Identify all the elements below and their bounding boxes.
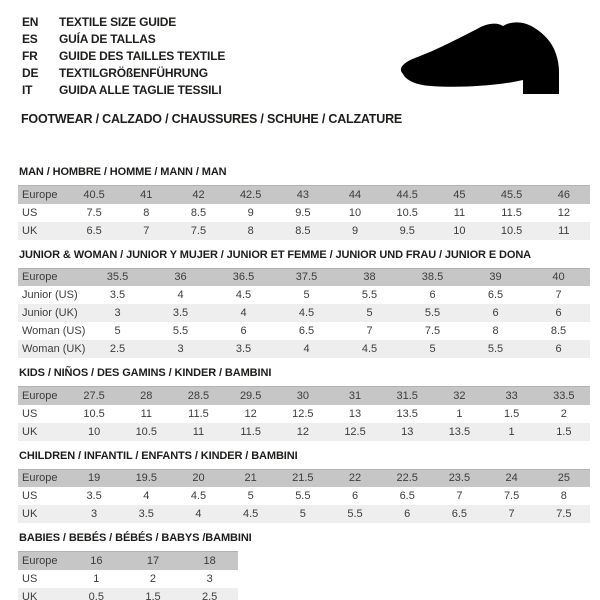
size-cell: 5.5 (295, 490, 311, 502)
size-cell: 10 (87, 425, 101, 438)
row-label: Europe (22, 472, 58, 485)
size-tables (18, 166, 590, 600)
size-cell: 4.5 (243, 508, 259, 520)
size-cell: 38 (363, 271, 376, 284)
language-list (22, 14, 225, 99)
size-cell: 3 (114, 307, 121, 319)
size-cell: 5.5 (361, 289, 378, 301)
size-cell: 1.5 (145, 590, 161, 600)
size-cell: 13.5 (396, 407, 418, 420)
size-cell: 24 (505, 472, 518, 485)
size-cell: 4 (177, 289, 184, 301)
size-cell: 23.5 (448, 472, 471, 485)
size-cell: 8.5 (295, 224, 311, 237)
size-cell: 13.5 (448, 425, 471, 438)
size-cell: 20 (192, 472, 205, 485)
size-cell: 39 (489, 271, 502, 284)
size-cell: 31 (348, 389, 362, 402)
size-cell: 6 (240, 325, 247, 337)
size-cell: 4 (303, 343, 310, 355)
size-cell: 9 (247, 206, 254, 219)
size-cell: 0.5 (88, 590, 104, 600)
size-cell: 3.5 (86, 490, 102, 502)
row-label: Junior (US) (22, 289, 78, 301)
row-label: UK (22, 508, 38, 520)
size-section (18, 249, 590, 359)
size-cell: 30 (296, 389, 309, 402)
size-cell: 41 (140, 188, 153, 201)
footwear-title: FOOTWEAR / CALZADO / CHAUSSURES / SCHUHE / CALZATURE (21, 112, 403, 126)
size-cell: 40.5 (83, 188, 105, 201)
language-code: ES (22, 32, 38, 46)
size-cell: 1.5 (503, 407, 520, 420)
size-cell: 11 (192, 425, 205, 438)
size-cell: 19.5 (135, 472, 157, 485)
language-code: IT (22, 83, 33, 97)
size-cell: 12 (557, 206, 570, 219)
size-cell: 10.5 (83, 407, 105, 420)
row-label: US (22, 206, 38, 219)
size-cell: 3.5 (138, 508, 154, 520)
size-cell: 6.5 (86, 224, 102, 237)
size-cell: 1 (508, 425, 515, 438)
size-cell: 10 (453, 224, 466, 237)
row-label: UK (22, 425, 38, 438)
row-label: UK (22, 590, 38, 600)
table-header-row (18, 268, 590, 286)
size-cell: 5 (247, 490, 254, 502)
table-row (18, 322, 590, 340)
language-row (22, 14, 225, 31)
size-cell: 4 (195, 508, 202, 520)
shoe-silhouette-icon (393, 18, 585, 102)
size-cell: 11 (558, 224, 570, 237)
table-row (18, 505, 590, 523)
size-cell: 4.5 (235, 289, 252, 301)
size-cell: 27.5 (83, 389, 105, 402)
size-cell: 8.5 (550, 325, 567, 337)
size-cell: 4.5 (298, 307, 315, 319)
size-cell: 10.5 (500, 224, 523, 237)
size-cell: 5 (303, 289, 310, 301)
row-label: Europe (22, 389, 58, 402)
size-cell: 10.5 (396, 206, 418, 219)
language-label: GUIDA ALLE TAGLIE TESSILI (59, 83, 222, 97)
size-cell: 4.5 (190, 490, 207, 502)
size-cell: 6.5 (487, 289, 504, 301)
size-cell: 1 (93, 572, 100, 585)
size-table (18, 268, 590, 359)
size-cell: 6.5 (298, 325, 315, 337)
size-cell: 5 (429, 343, 436, 355)
table-row (18, 304, 590, 322)
language-label: GUIDE DES TAILLES TEXTILE (59, 49, 226, 63)
size-cell: 4 (240, 307, 247, 319)
size-section (18, 532, 590, 600)
table-header-row (18, 552, 238, 570)
size-cell: 3.5 (109, 289, 126, 301)
language-row (22, 65, 225, 82)
size-cell: 5 (114, 325, 121, 337)
size-cell: 8 (247, 224, 254, 237)
table-row (18, 588, 238, 600)
size-cell: 7 (508, 508, 515, 520)
size-cell: 13 (348, 407, 362, 420)
size-cell: 16 (90, 554, 103, 567)
size-cell: 1 (456, 407, 463, 420)
size-cell: 17 (146, 554, 160, 567)
size-cell: 7.5 (503, 490, 520, 502)
size-cell: 6 (404, 508, 411, 520)
language-code: EN (22, 15, 39, 29)
row-label: Junior (UK) (22, 307, 78, 319)
size-cell: 1.5 (556, 425, 572, 438)
size-cell: 8.5 (190, 206, 207, 219)
size-cell: 6.5 (451, 508, 468, 520)
table-row (18, 405, 590, 423)
size-cell: 7.5 (86, 206, 102, 219)
size-cell: 42.5 (239, 188, 262, 201)
size-cell: 8 (492, 325, 499, 337)
size-cell: 7.5 (424, 325, 441, 337)
size-cell: 5 (366, 307, 373, 319)
size-cell: 3 (91, 508, 98, 520)
size-cell: 19 (87, 472, 101, 485)
row-label: US (22, 572, 38, 585)
size-cell: 35.5 (106, 271, 129, 284)
size-cell: 42 (192, 188, 205, 201)
size-cell: 7 (366, 325, 373, 337)
size-cell: 11 (140, 407, 152, 420)
row-label: Woman (UK) (22, 343, 86, 355)
language-row (22, 48, 225, 65)
table-row (18, 487, 590, 505)
size-cell: 7.5 (556, 508, 572, 520)
size-cell: 3.5 (235, 343, 252, 355)
row-label: Europe (22, 554, 58, 567)
size-cell: 7 (143, 224, 150, 237)
size-cell: 11.5 (188, 407, 209, 420)
size-cell: 22.5 (396, 472, 418, 485)
size-cell: 5 (299, 508, 306, 520)
size-cell: 6 (555, 307, 562, 319)
language-code: FR (22, 49, 38, 63)
size-cell: 37.5 (295, 271, 318, 284)
language-row (22, 82, 225, 99)
size-cell: 12.5 (292, 407, 314, 420)
table-title: KIDS / NIÑOS / DES GAMINS / KINDER / BAMBINI (19, 367, 272, 379)
size-cell: 3.5 (172, 307, 189, 319)
size-cell: 9 (351, 224, 359, 237)
size-cell: 2 (149, 572, 157, 585)
language-label: GUÍA DE TALLAS (59, 32, 156, 46)
row-label: Woman (US) (22, 325, 86, 337)
size-cell: 8 (143, 206, 150, 219)
size-cell: 38.5 (421, 271, 444, 284)
size-cell: 21 (244, 472, 257, 485)
size-cell: 12 (296, 425, 309, 438)
size-cell: 31.5 (396, 389, 418, 402)
size-cell: 21.5 (292, 472, 314, 485)
size-cell: 9.5 (399, 224, 415, 237)
table-row (18, 286, 590, 304)
size-cell: 11.5 (240, 425, 261, 438)
size-cell: 44 (348, 188, 362, 201)
size-cell: 36 (174, 271, 187, 284)
size-cell: 4.5 (361, 343, 378, 355)
size-cell: 28 (140, 389, 153, 402)
language-code: DE (22, 66, 39, 80)
size-table (18, 551, 238, 600)
size-cell: 8 (560, 490, 567, 502)
table-header-row (18, 186, 590, 204)
size-cell: 10.5 (135, 425, 157, 438)
size-cell: 9.5 (295, 206, 311, 219)
table-header-row (18, 469, 590, 487)
size-cell: 7.5 (190, 224, 207, 237)
size-cell: 45.5 (500, 188, 523, 201)
size-cell: 33.5 (553, 389, 575, 402)
size-cell: 5.5 (424, 307, 441, 319)
size-cell: 40 (552, 271, 565, 284)
size-cell: 22 (348, 472, 362, 485)
size-table (18, 386, 590, 441)
size-cell: 6 (429, 289, 436, 301)
size-section (18, 166, 590, 240)
table-row (18, 423, 590, 441)
size-cell: 25 (557, 472, 570, 485)
size-cell: 4 (143, 490, 150, 502)
table-title: MAN / HOMBRE / HOMME / MANN / MAN (19, 166, 227, 178)
size-cell: 11 (453, 206, 466, 219)
size-cell: 11.5 (501, 206, 522, 219)
size-section (18, 367, 590, 441)
size-cell: 36.5 (232, 271, 255, 284)
language-label: TEXTILE SIZE GUIDE (59, 15, 177, 29)
table-title: BABIES / BEBÉS / BÉBÉS / BABYS /BAMBINI (19, 532, 252, 544)
size-cell: 29.5 (239, 389, 262, 402)
table-row (18, 222, 590, 240)
size-cell: 13 (401, 425, 414, 438)
size-cell: 7 (456, 490, 463, 502)
size-table (18, 185, 590, 240)
size-cell: 2 (560, 407, 567, 420)
size-cell: 6 (351, 490, 359, 502)
size-cell: 12 (244, 407, 257, 420)
size-cell: 3 (177, 343, 184, 355)
size-cell: 43 (296, 188, 309, 201)
size-cell: 32 (453, 389, 466, 402)
size-cell: 18 (203, 554, 216, 567)
table-title: CHILDREN / INFANTIL / ENFANTS / KINDER / BAMBINI (19, 449, 298, 462)
size-cell: 2.5 (109, 343, 126, 355)
size-cell: 6 (492, 307, 499, 319)
size-cell: 5.5 (172, 325, 189, 337)
row-label: US (22, 490, 38, 502)
size-cell: 5.5 (487, 343, 504, 355)
size-section (18, 450, 590, 524)
size-cell: 6.5 (399, 490, 415, 502)
size-cell: 28.5 (187, 389, 210, 402)
size-cell: 33 (505, 389, 518, 402)
size-cell: 3 (206, 572, 213, 585)
size-cell: 5.5 (347, 508, 363, 520)
row-label: Europe (22, 271, 58, 284)
table-row (18, 340, 590, 358)
size-cell: 12.5 (344, 425, 366, 438)
table-header-row (18, 387, 590, 405)
size-table (18, 469, 590, 524)
size-cell: 45 (453, 188, 466, 201)
row-label: US (22, 407, 38, 420)
header (0, 0, 600, 166)
size-cell: 7 (555, 289, 562, 301)
size-cell: 44.5 (396, 188, 418, 201)
table-title: JUNIOR & WOMAN / JUNIOR Y MUJER / JUNIOR ET FEMME / JUNIOR UND FRAU / JUNIOR E DONA (19, 248, 532, 261)
row-label: UK (22, 224, 38, 237)
size-cell: 46 (557, 188, 570, 201)
size-cell: 2.5 (202, 590, 218, 600)
table-row (18, 204, 590, 222)
size-cell: 6 (555, 343, 562, 355)
language-row (22, 31, 225, 48)
size-cell: 10 (348, 206, 362, 219)
language-label: TEXTILGRÖßENFÜHRUNG (59, 66, 208, 80)
table-row (18, 570, 238, 588)
row-label: Europe (22, 188, 58, 201)
